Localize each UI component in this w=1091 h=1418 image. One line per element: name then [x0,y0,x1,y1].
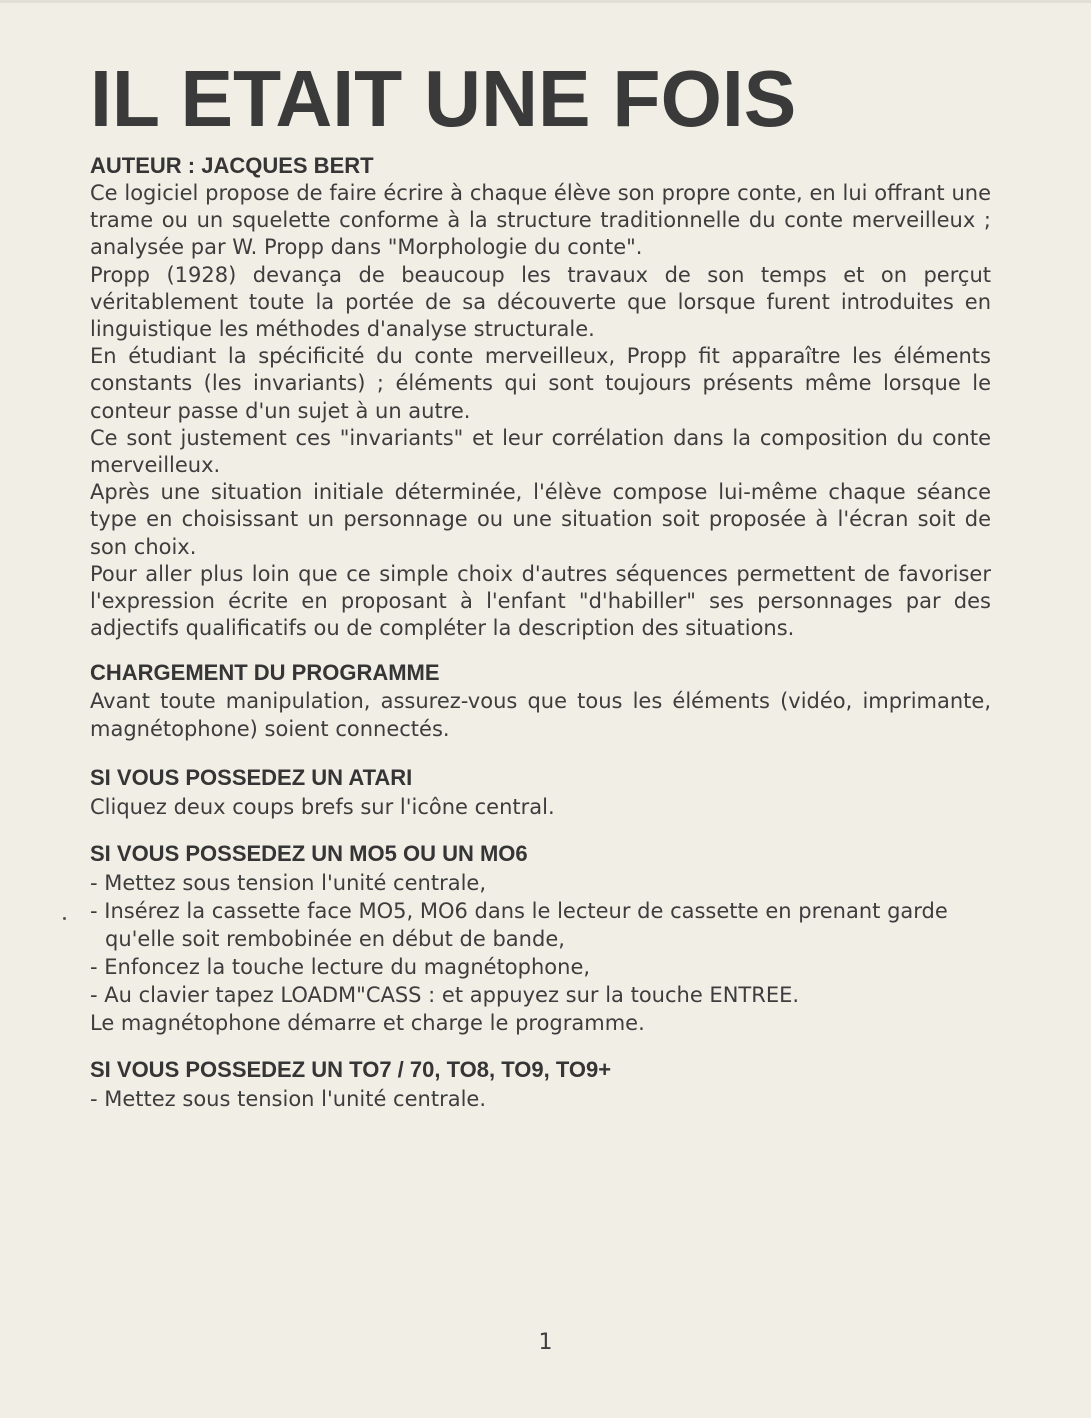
paragraph-6: Pour aller plus loin que ce simple choix d'autres séquences permettent de favoriser l'expression écrite en proposant à l'enfant "d'habiller" ses personnages par des adjectifs qualificatifs ou de compléter la description des situations. [90,561,991,641]
list-item: - Mettez sous tension l'unité centrale. [90,1086,486,1111]
list-item: - Insérez la cassette face MO5, MO6 dans le lecteur de cassette en prenant garde qu'elle soit rembobinée en début de bande, [90,898,948,951]
atari-text: Cliquez deux coups brefs sur l'icône central. [90,794,555,819]
page-content [90,54,991,1113]
section-heading-chargement: CHARGEMENT DU PROGRAMME [90,660,440,686]
section-heading-atari: SI VOUS POSSEDEZ UN ATARI [90,764,413,790]
paragraph-2: Propp (1928) devança de beaucoup les travaux de son temps et on perçut véritablement toute la portée de sa découverte que lorsque furent introduites en linguistique les méthodes d'analyse structurale. [90,262,991,342]
to7-steps-list [90,1085,991,1113]
chargement-text: Avant toute manipulation, assurez-vous que tous les éléments (vidéo, imprimante, magnétophone) soient connectés. [90,689,991,741]
mo5-steps-list [90,869,991,1009]
list-item: - Au clavier tapez LOADM"CASS : et appuyez sur la touche ENTREE. [90,982,800,1007]
page-number: 1 [538,1330,553,1355]
list-item: - Mettez sous tension l'unité centrale, [90,870,486,895]
scan-speck [63,917,66,920]
paragraph-4: Ce sont justement ces "invariants" et leur corrélation dans la composition du conte merveilleux. [90,425,991,478]
mo5-note: Le magnétophone démarre et charge le programme. [90,1010,645,1035]
list-item: - Enfoncez la touche lecture du magnétophone, [90,954,591,979]
author-line: AUTEUR : JACQUES BERT [90,153,374,178]
paragraph-1: Ce logiciel propose de faire écrire à chaque élève son propre conte, en lui offrant une trame ou un squelette conforme à la structure traditionnelle du conte merveilleux ; analysée par W. Propp dans "Morphologie du conte". [90,181,991,260]
paragraph-5: Après une situation initiale déterminée, l'élève compose lui-même chaque séance type en choisissant un personnage ou une situation soit proposée à l'écran soit de son choix. [90,480,991,559]
document-title: IL ETAIT UNE FOIS [90,54,797,143]
section-heading-to7: SI VOUS POSSEDEZ UN TO7 / 70, TO8, TO9, TO9+ [90,1056,612,1082]
paragraph-3: En étudiant la spécificité du conte merveilleux, Propp fit apparaître les éléments constants (les invariants) ; éléments qui sont toujours présents même lorsque le conteur passe d'un sujet à un autre. [90,344,991,423]
section-heading-mo5-mo6: SI VOUS POSSEDEZ UN MO5 OU UN MO6 [90,840,528,866]
